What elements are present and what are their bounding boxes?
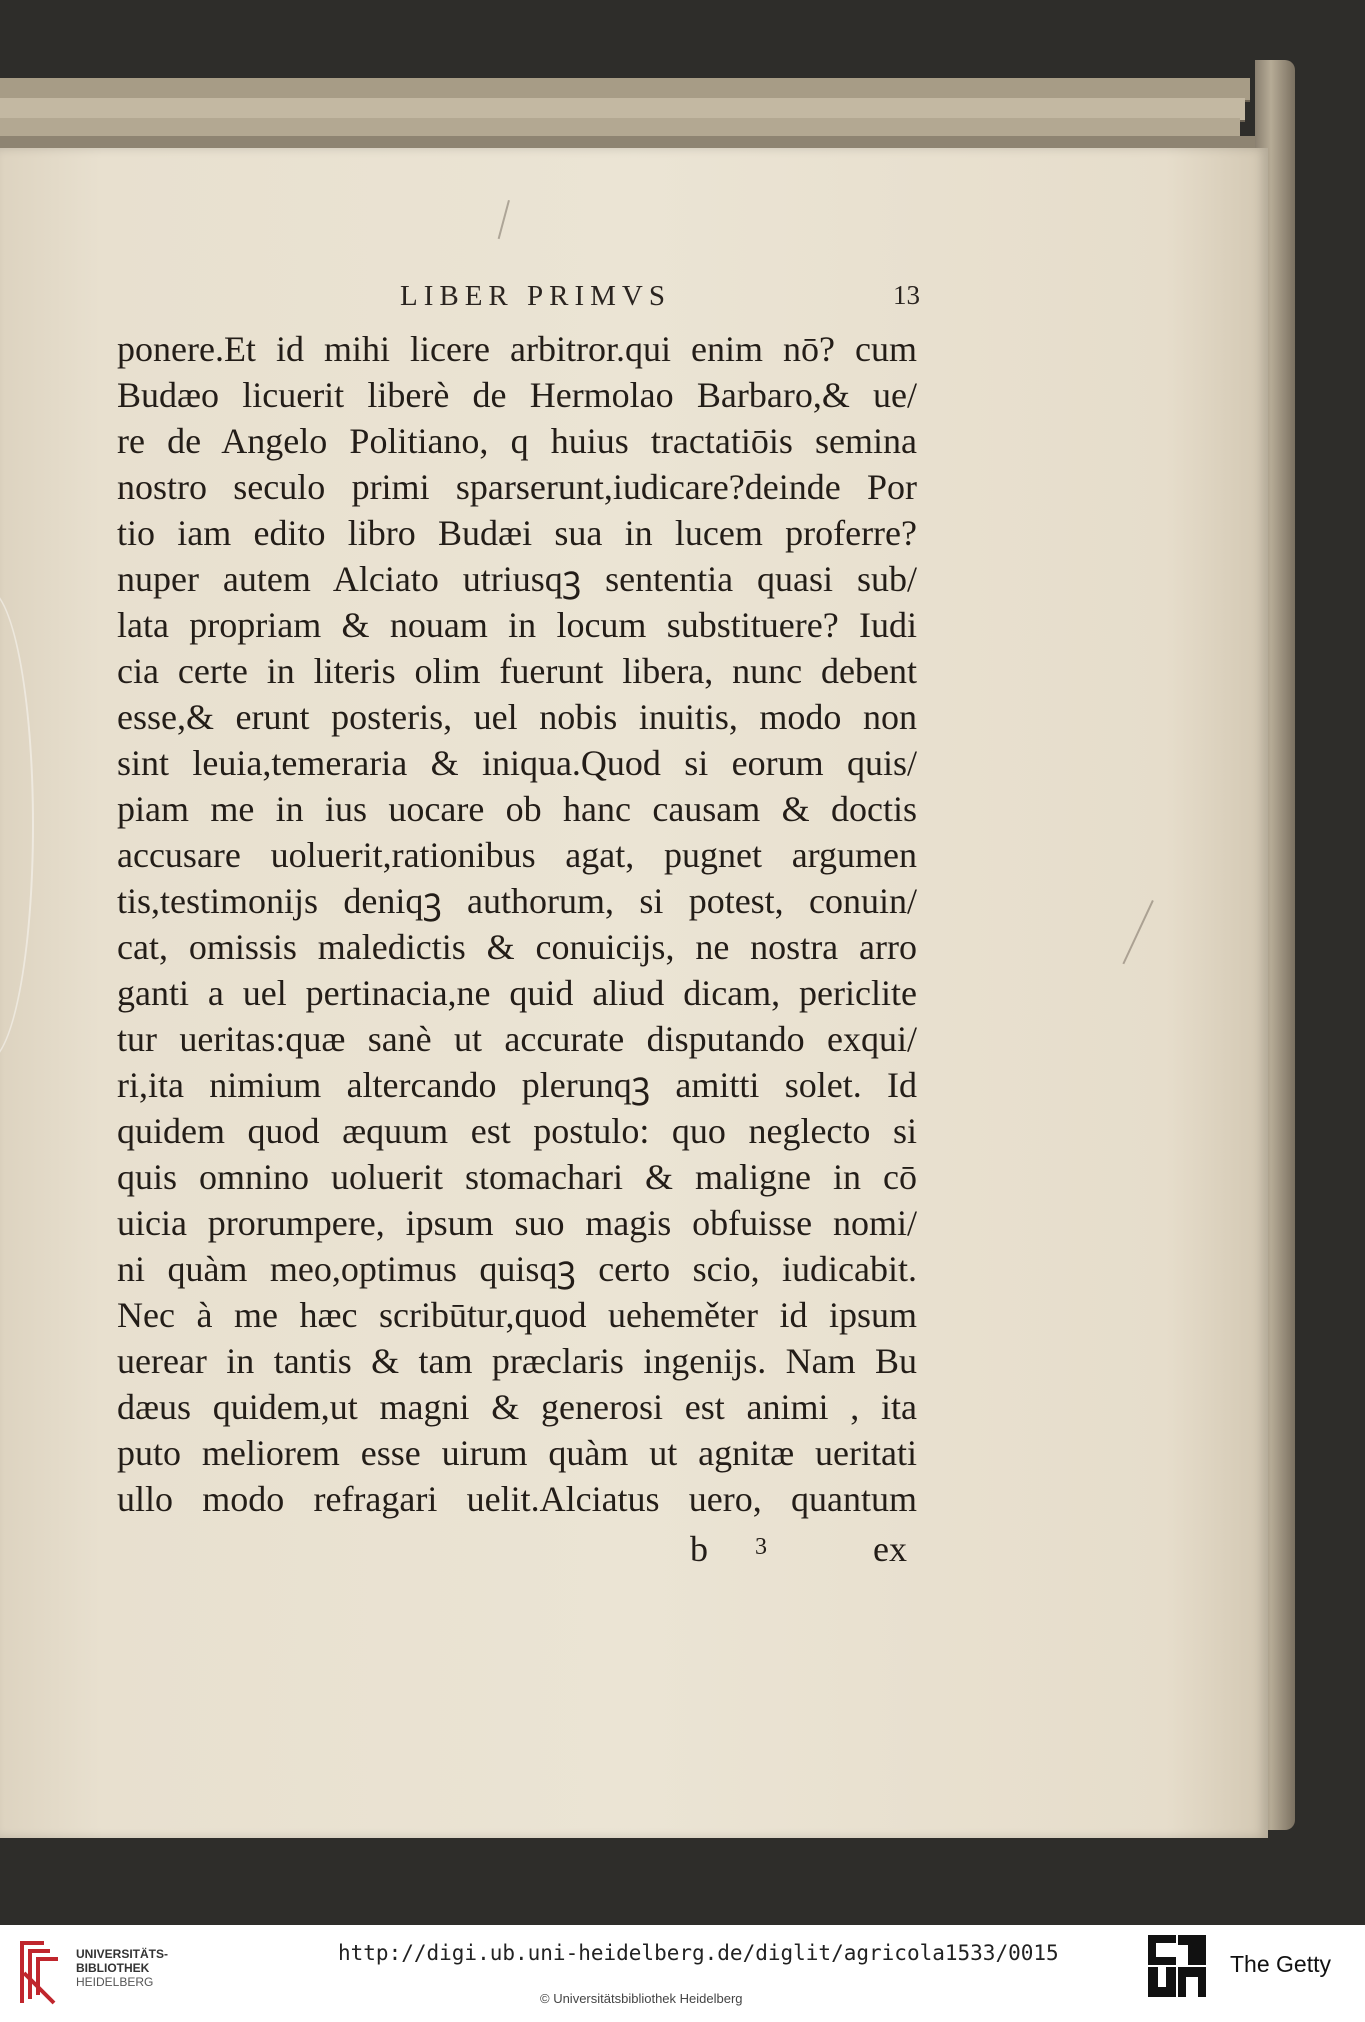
library-name-line: BIBLIOTHEK xyxy=(76,1961,150,1975)
book-page xyxy=(0,148,1268,1838)
library-name-line: UNIVERSITÄTS- xyxy=(76,1947,169,1961)
text-line: nostro seculo primi sparserunt,iudicare?deinde Por xyxy=(117,467,917,507)
text-line: uerear in tantis & tam præclaris ingenijs. Nam Bu xyxy=(117,1341,917,1381)
text-line: ullo modo refragari uelit.Alciatus uero, quantum xyxy=(117,1479,917,1519)
permalink-url[interactable]: http://digi.ub.uni-heidelberg.de/diglit/agricola1533/0015 xyxy=(338,1941,1059,1965)
text-line: ri,ita nimium altercando plerunqꝫ amitti solet. Id xyxy=(117,1065,917,1105)
pencil-mark xyxy=(498,200,510,239)
text-line: ganti a uel pertinacia,ne quid aliud dicam, periclite xyxy=(117,973,917,1013)
catchline xyxy=(690,1528,915,1574)
text-line: quis omnino uoluerit stomachari & maligne in cō xyxy=(117,1157,917,1197)
getty-logo-icon[interactable] xyxy=(1148,1935,1206,1997)
library-name xyxy=(76,1947,168,1989)
signature-number: 3 xyxy=(755,1534,767,1560)
text-line: ni quàm meo,optimus quisqꝫ certo scio, iudicabit. xyxy=(117,1249,917,1289)
text-line: piam me in ius uocare ob hanc causam & doctis xyxy=(117,789,917,829)
text-line: cat, omissis maledictis & conuicijs, ne nostra arro xyxy=(117,927,917,967)
page-header xyxy=(0,280,1268,320)
text-line: cia certe in literis olim fuerunt libera, nunc debent xyxy=(117,651,917,691)
text-line: sint leuia,temeraria & iniqua.Quod si eorum quis/ xyxy=(117,743,917,783)
running-head: LIBER PRIMVS xyxy=(400,280,672,312)
text-line: Nec à me hæc scribūtur,quod ueheměter id ipsum xyxy=(117,1295,917,1335)
ub-heidelberg-logo-icon[interactable] xyxy=(14,1933,64,2007)
catchword: ex xyxy=(873,1529,907,1569)
text-line: Budæo licuerit liberè de Hermolao Barbaro,& ue/ xyxy=(117,375,917,415)
page-curl-highlight xyxy=(0,588,34,1062)
signature-mark: b xyxy=(690,1529,708,1569)
text-line: nuper autem Alciato utriusqꝫ sententia quasi sub/ xyxy=(117,559,917,599)
text-line: dæus quidem,ut magni & generosi est animi , ita xyxy=(117,1387,917,1427)
text-line: lata propriam & nouam in locum substituere? Iudi xyxy=(117,605,917,645)
library-name-line: HEIDELBERG xyxy=(76,1975,154,1989)
viewer-footer xyxy=(0,1925,1365,2022)
text-line: accusare uoluerit,rationibus agat, pugnet argumen xyxy=(117,835,917,875)
text-line: tur ueritas:quæ sanè ut accurate disputando exqui/ xyxy=(117,1019,917,1059)
text-line: esse,& erunt posteris, uel nobis inuitis, modo non xyxy=(117,697,917,737)
copyright-notice: © Universitätsbibliothek Heidelberg xyxy=(540,1991,743,2006)
partner-name[interactable]: The Getty xyxy=(1230,1951,1331,1977)
text-line: tis,testimonijs deniqꝫ authorum, si potest, conuin/ xyxy=(117,881,917,921)
folio-number: 13 xyxy=(893,280,920,310)
text-line: ponere.Et id mihi licere arbitror.qui enim nō? cum xyxy=(117,329,917,369)
text-line: quidem quod æquum est postulo: quo neglecto si xyxy=(117,1111,917,1151)
text-line: re de Angelo Politiano, q huius tractatiōis semina xyxy=(117,421,917,461)
text-line: tio iam edito libro Budæi sua in lucem proferre? xyxy=(117,513,917,553)
pencil-mark xyxy=(1122,900,1153,964)
text-line: uicia prorumpere, ipsum suo magis obfuisse nomi/ xyxy=(117,1203,917,1243)
body-text xyxy=(117,326,917,1522)
text-line: puto meliorem esse uirum quàm ut agnitæ ueritati xyxy=(117,1433,917,1473)
